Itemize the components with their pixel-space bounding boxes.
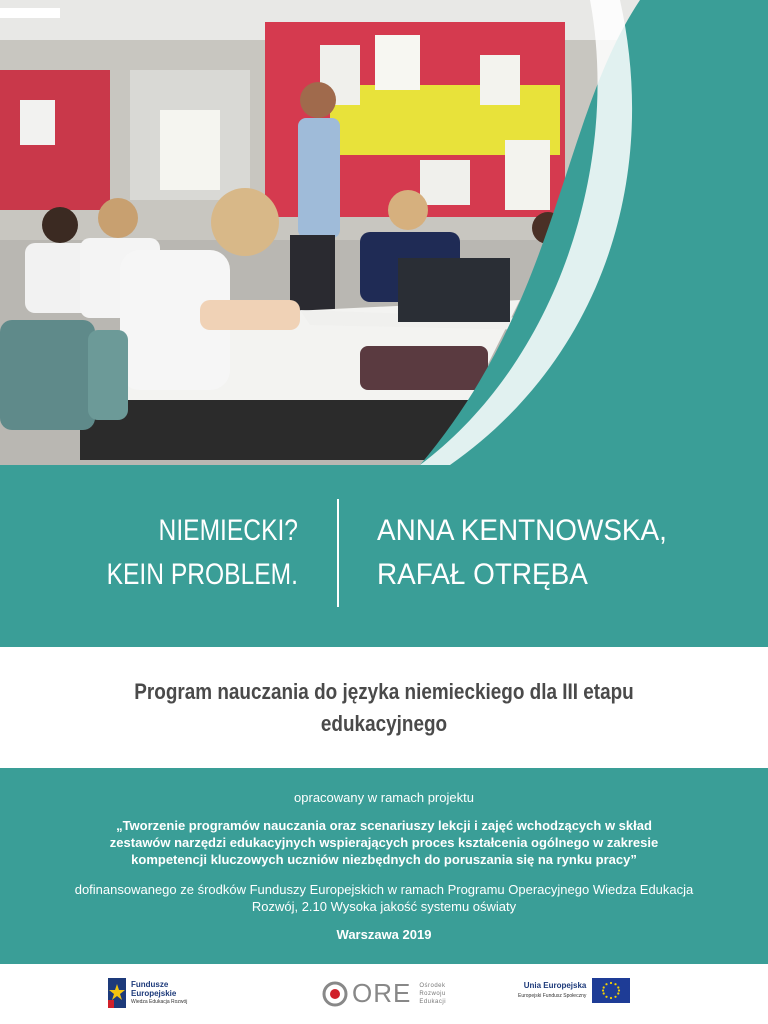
ore-side-3: Edukacji [419, 998, 447, 1005]
project-section [0, 768, 768, 964]
program-title: Program nauczania do języka niemieckiego dla III etapu edukacyjnego [134, 678, 634, 736]
book-title-line2: KEIN PROBLEM. [106, 558, 299, 591]
title-band [0, 465, 768, 647]
fe-sub: Wiedza Edukacja Rozwój [131, 998, 188, 1005]
ue-line1: Unia Europejska [523, 980, 587, 990]
city-year: Warszawa 2019 [336, 927, 432, 942]
author-2: RAFAŁ OTRĘBA [377, 558, 588, 591]
ore-logo [322, 978, 446, 1009]
classroom-illustration [0, 0, 768, 465]
ore-name: ORE [352, 978, 412, 1008]
book-title-line1: NIEMIECKI? [158, 514, 298, 547]
ore-side-1: Ośrodek [419, 982, 446, 989]
funding-text: dofinansowanego ze środków Funduszy Europejskich w ramach Programu Operacyjnego Wiedza Edukacja Rozwój, 2.10 Wysoka jakość systemu oświaty [74, 882, 694, 914]
fe-line1: Fundusze [131, 979, 169, 989]
logo-bar [0, 964, 768, 1024]
cover-photo [0, 0, 768, 465]
author-1: ANNA KENTNOWSKA, [377, 514, 667, 547]
fe-line2: Europejskie [131, 988, 177, 998]
ore-side-2: Rozwoju [419, 990, 446, 997]
ore-circle-icon [322, 981, 348, 1007]
title-divider [337, 499, 339, 607]
prepared-in-text: opracowany w ramach projektu [294, 790, 474, 805]
fundusze-europejskie-logo [108, 978, 187, 1008]
fe-star-icon [108, 978, 126, 1008]
eu-flag-icon [592, 978, 630, 1003]
unia-europejska-logo [518, 978, 630, 1003]
book-title [85, 509, 298, 597]
ue-sub: Europejski Fundusz Społeczny [518, 992, 587, 999]
project-title-quote: „Tworzenie programów nauczania oraz scenariuszy lekcji i zajęć wchodzących w skład zestawów narzędzi edukacyjnych wspierających proces kształcenia ogólnego w zakresie kompetencji kluczowych uczniów niezbędnych do poruszania się na rynku pracy” [109, 818, 659, 867]
authors [377, 509, 667, 597]
program-section [0, 647, 768, 768]
